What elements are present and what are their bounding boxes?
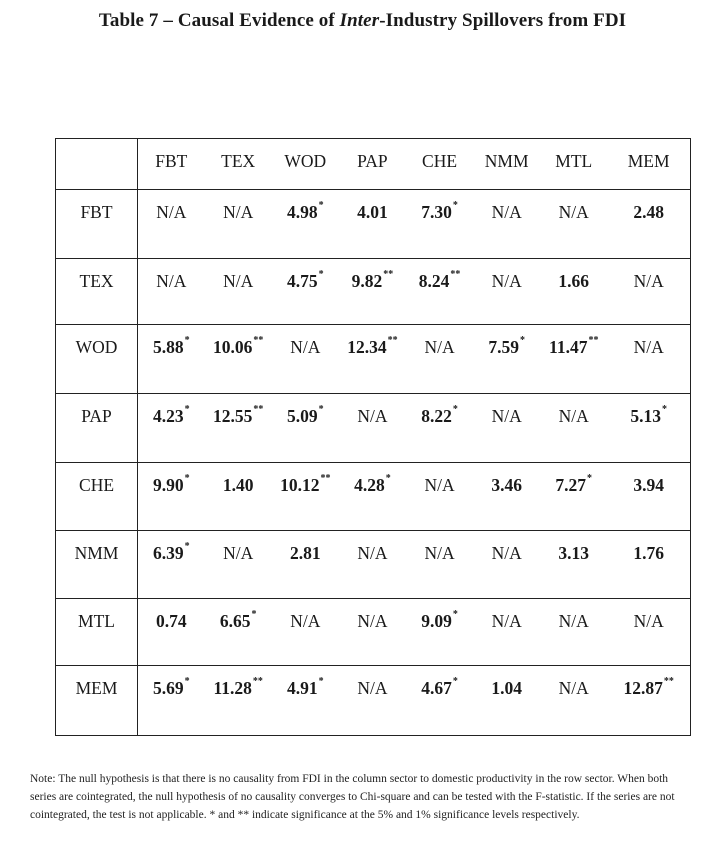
data-cell xyxy=(473,531,540,599)
table-row xyxy=(56,190,691,259)
data-cell xyxy=(339,666,406,736)
row-label: MEM xyxy=(56,666,138,736)
table-note: Note: The null hypothesis is that there is no causality from FDI in the column sector to domestic productivity in the row sector. When both series are cointegrated, the null hypothesis of no causality converges to Chi-square and can be tested with the F-statistic. If the series are not cointegrated, the test is not applicable. * and ** indicate significance at the 5% and 1% significance levels respectively. xyxy=(30,773,675,821)
data-cell xyxy=(339,599,406,666)
data-cell xyxy=(406,666,473,736)
row-label: TEX xyxy=(56,259,138,325)
data-cell xyxy=(473,190,540,259)
cell-value: N/A xyxy=(156,271,187,291)
cell-value: N/A xyxy=(424,543,455,563)
data-cell xyxy=(138,531,205,599)
significance-marker: * xyxy=(184,541,190,552)
cell-value: 10.12 xyxy=(280,475,320,495)
table-row xyxy=(56,394,691,463)
cell-value: N/A xyxy=(357,611,388,631)
cell-value: 5.69 xyxy=(153,678,184,698)
cell-value: 9.90 xyxy=(153,475,184,495)
spillover-table xyxy=(55,138,691,736)
data-cell xyxy=(138,325,205,394)
cell-value: 1.76 xyxy=(633,543,664,563)
data-cell xyxy=(473,394,540,463)
cell-value: 12.87 xyxy=(623,678,663,698)
data-cell xyxy=(607,325,690,394)
table-title-italic: Inter xyxy=(339,10,380,31)
cell-value: 4.67 xyxy=(421,678,452,698)
cell-value: N/A xyxy=(558,678,589,698)
cell-value: 4.23 xyxy=(153,406,184,426)
cell-value: 11.28 xyxy=(213,678,252,698)
data-cell xyxy=(607,394,690,463)
significance-marker: * xyxy=(184,676,190,687)
row-label: NMM xyxy=(56,531,138,599)
data-cell xyxy=(272,394,339,463)
data-cell xyxy=(272,325,339,394)
table-row xyxy=(56,463,691,531)
column-header: FBT xyxy=(138,139,205,190)
significance-marker: * xyxy=(452,200,458,211)
significance-marker: * xyxy=(587,473,593,484)
cell-value: 4.75 xyxy=(286,271,318,291)
data-cell xyxy=(272,599,339,666)
data-cell xyxy=(406,259,473,325)
significance-marker: ** xyxy=(252,676,263,687)
cell-value: 5.09 xyxy=(286,406,318,426)
data-cell xyxy=(339,394,406,463)
cell-value: 6.65 xyxy=(219,611,251,631)
cell-value: 3.13 xyxy=(558,543,590,563)
data-cell xyxy=(272,259,339,325)
significance-marker: ** xyxy=(663,676,674,687)
cell-value: 12.55 xyxy=(213,406,253,426)
data-cell xyxy=(339,259,406,325)
cell-value: N/A xyxy=(223,202,254,222)
column-header: MTL xyxy=(540,139,607,190)
cell-value: 6.39 xyxy=(153,543,184,563)
significance-marker: * xyxy=(318,269,324,280)
data-cell xyxy=(205,463,272,531)
data-cell xyxy=(473,463,540,531)
data-cell xyxy=(406,325,473,394)
cell-value: N/A xyxy=(491,543,522,563)
cell-value: 9.82 xyxy=(351,271,383,291)
data-cell xyxy=(406,394,473,463)
table-title xyxy=(0,10,725,32)
cell-value: N/A xyxy=(633,271,664,291)
cell-value: N/A xyxy=(491,406,522,426)
cell-value: N/A xyxy=(424,337,455,357)
significance-marker: * xyxy=(452,676,458,687)
significance-marker: * xyxy=(184,473,190,484)
data-cell xyxy=(339,531,406,599)
data-cell xyxy=(406,599,473,666)
data-cell xyxy=(339,463,406,531)
cell-value: 4.98 xyxy=(286,202,318,222)
cell-value: N/A xyxy=(223,271,254,291)
significance-marker: * xyxy=(184,335,190,346)
table-title-prefix: Table 7 – Causal Evidence of xyxy=(98,10,340,31)
cell-value: N/A xyxy=(357,678,388,698)
data-cell xyxy=(406,531,473,599)
significance-marker: * xyxy=(318,676,324,687)
cell-value: 5.13 xyxy=(630,406,661,426)
cell-value: N/A xyxy=(424,475,455,495)
cell-value: N/A xyxy=(290,337,321,357)
significance-marker: ** xyxy=(588,335,599,346)
cell-value: 3.94 xyxy=(633,475,664,495)
data-cell xyxy=(272,190,339,259)
row-label: PAP xyxy=(56,394,138,463)
significance-marker: * xyxy=(318,200,324,211)
cell-value: 7.27 xyxy=(555,475,587,495)
cell-value: 10.06 xyxy=(213,337,253,357)
data-cell xyxy=(205,531,272,599)
significance-marker: * xyxy=(385,473,391,484)
cell-value: 4.01 xyxy=(357,202,388,222)
data-cell xyxy=(540,394,607,463)
data-cell xyxy=(607,463,690,531)
cell-value: N/A xyxy=(357,543,388,563)
table-row xyxy=(56,599,691,666)
column-header: CHE xyxy=(406,139,473,190)
cell-value: 12.34 xyxy=(347,337,387,357)
data-cell xyxy=(607,666,690,736)
data-cell xyxy=(205,259,272,325)
data-cell xyxy=(540,259,607,325)
cell-value: N/A xyxy=(558,202,589,222)
cell-value: 2.81 xyxy=(289,543,321,563)
header-row xyxy=(56,139,691,190)
significance-marker: ** xyxy=(253,335,264,346)
significance-marker: ** xyxy=(383,269,394,280)
data-cell xyxy=(205,599,272,666)
row-label: CHE xyxy=(56,463,138,531)
data-cell xyxy=(138,259,205,325)
row-label: WOD xyxy=(56,325,138,394)
significance-marker: * xyxy=(452,609,458,620)
cell-value: N/A xyxy=(223,543,254,563)
cell-value: 8.22 xyxy=(421,406,452,426)
significance-marker: ** xyxy=(253,404,264,415)
significance-marker: * xyxy=(661,404,667,415)
data-cell xyxy=(138,190,205,259)
cell-value: 9.09 xyxy=(421,611,452,631)
cell-value: N/A xyxy=(357,406,388,426)
data-cell xyxy=(205,325,272,394)
corner-cell xyxy=(56,139,138,190)
data-cell xyxy=(138,599,205,666)
cell-value: 1.40 xyxy=(222,475,254,495)
data-cell xyxy=(607,259,690,325)
data-cell xyxy=(205,666,272,736)
significance-marker: ** xyxy=(320,473,331,484)
data-cell xyxy=(540,463,607,531)
data-cell xyxy=(540,666,607,736)
data-cell xyxy=(607,599,690,666)
data-cell xyxy=(607,531,690,599)
significance-marker: ** xyxy=(450,269,461,280)
data-cell xyxy=(473,325,540,394)
significance-marker: * xyxy=(452,404,458,415)
column-header: WOD xyxy=(272,139,339,190)
cell-value: 11.47 xyxy=(549,337,588,357)
data-cell xyxy=(272,666,339,736)
data-cell xyxy=(138,666,205,736)
data-cell xyxy=(339,190,406,259)
data-cell xyxy=(540,325,607,394)
column-header: PAP xyxy=(339,139,406,190)
data-cell xyxy=(138,463,205,531)
significance-marker: * xyxy=(318,404,324,415)
cell-value: 0.74 xyxy=(156,611,187,631)
row-label: FBT xyxy=(56,190,138,259)
data-cell xyxy=(406,463,473,531)
data-cell xyxy=(473,666,540,736)
cell-value: N/A xyxy=(633,611,664,631)
column-header: TEX xyxy=(205,139,272,190)
significance-marker: * xyxy=(184,404,190,415)
significance-marker: ** xyxy=(387,335,398,346)
data-cell xyxy=(406,190,473,259)
cell-value: 7.30 xyxy=(421,202,452,222)
cell-value: N/A xyxy=(491,271,522,291)
data-cell xyxy=(138,394,205,463)
table-title-suffix: -Industry Spillovers from FDI xyxy=(379,10,627,31)
cell-value: 3.46 xyxy=(491,475,522,495)
cell-value: N/A xyxy=(156,202,187,222)
data-cell xyxy=(339,325,406,394)
cell-value: N/A xyxy=(558,611,589,631)
column-header: NMM xyxy=(473,139,540,190)
cell-value: 5.88 xyxy=(153,337,184,357)
cell-value: 2.48 xyxy=(633,202,664,222)
cell-value: N/A xyxy=(558,406,589,426)
cell-value: 1.66 xyxy=(558,271,590,291)
data-cell xyxy=(540,599,607,666)
cell-value: 4.28 xyxy=(354,475,385,495)
row-label: MTL xyxy=(56,599,138,666)
cell-value: 8.24 xyxy=(418,271,450,291)
cell-value: N/A xyxy=(491,202,522,222)
data-cell xyxy=(473,259,540,325)
data-cell xyxy=(205,394,272,463)
column-header: MEM xyxy=(607,139,690,190)
table-row xyxy=(56,531,691,599)
table-row xyxy=(56,666,691,736)
data-cell xyxy=(272,531,339,599)
data-cell xyxy=(205,190,272,259)
data-cell xyxy=(473,599,540,666)
significance-marker: * xyxy=(251,609,257,620)
significance-marker: * xyxy=(519,335,525,346)
cell-value: N/A xyxy=(633,337,664,357)
table-row xyxy=(56,259,691,325)
cell-value: 1.04 xyxy=(491,678,522,698)
data-cell xyxy=(607,190,690,259)
data-cell xyxy=(540,531,607,599)
data-cell xyxy=(540,190,607,259)
table-row xyxy=(56,325,691,394)
cell-value: N/A xyxy=(290,611,321,631)
cell-value: 7.59 xyxy=(488,337,519,357)
cell-value: 4.91 xyxy=(286,678,318,698)
cell-value: N/A xyxy=(491,611,522,631)
data-cell xyxy=(272,463,339,531)
